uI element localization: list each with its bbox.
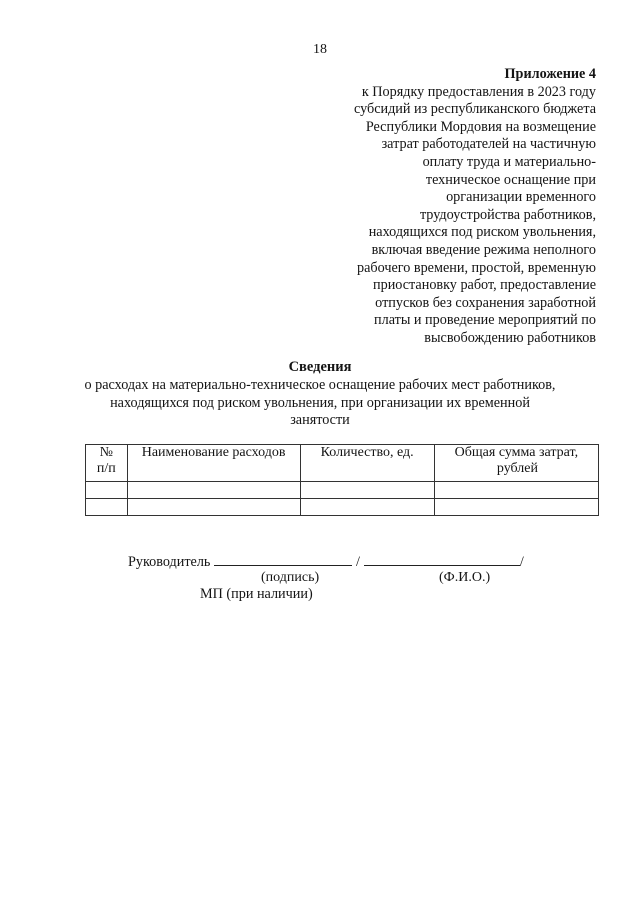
table-row (86, 499, 599, 516)
subtitle-line: занятости (290, 412, 350, 429)
appendix-line: платы и проведение мероприятий по (374, 312, 596, 329)
table-header-row (86, 445, 599, 482)
subtitle-line: находящихся под риском увольнения, при организации их временной (110, 394, 530, 411)
table-cell[interactable] (127, 499, 300, 516)
appendix-line: включая введение режима неполного (371, 241, 596, 258)
column-header-name (127, 445, 300, 482)
header-text: Общая сумма затрат, (454, 445, 579, 460)
appendix-line: организации временного (446, 189, 596, 206)
signature-separator: / (355, 554, 360, 570)
appendix-line: отпусков без сохранения заработной (375, 294, 596, 311)
page-number: 18 (313, 42, 327, 57)
document-subtitle (60, 377, 580, 430)
signature-separator: / (519, 554, 524, 570)
table-cell[interactable] (86, 482, 128, 499)
table-row (86, 482, 599, 499)
signature-line[interactable] (214, 552, 352, 566)
signature-label: Руководитель (128, 554, 211, 570)
column-header-quantity (300, 445, 434, 482)
signature-caption: (подпись) (261, 570, 320, 585)
table-cell[interactable] (434, 482, 598, 499)
full-name-caption: (Ф.И.О.) (439, 570, 491, 585)
appendix-line: к Порядку предоставления в 2023 году (361, 83, 596, 100)
full-name-line[interactable] (364, 552, 520, 566)
stamp-note: МП (при наличии) (200, 586, 313, 602)
appendix-line: оплату труда и материально- (422, 153, 596, 170)
subtitle-line: о расходах на материально-техническое оснащение рабочих мест работников, (84, 377, 556, 393)
appendix-line: техническое оснащение при (425, 171, 596, 188)
appendix-line: затрат работодателей на частичную (381, 136, 596, 153)
table-cell[interactable] (86, 499, 128, 516)
table-cell[interactable] (127, 482, 300, 499)
appendix-line: находящихся под риском увольнения, (368, 224, 596, 241)
header-text: п/п (96, 461, 116, 476)
appendix-line: приостановку работ, предоставление (373, 277, 596, 294)
header-text: № (99, 445, 113, 460)
appendix-line: субсидий из республиканского бюджета (353, 101, 596, 118)
appendix-line: Республики Мордовия на возмещение (365, 118, 596, 135)
header-text: рублей (496, 461, 538, 476)
appendix-block (296, 66, 596, 348)
header-text: Количество, ед. (320, 445, 414, 460)
table-cell[interactable] (300, 482, 434, 499)
column-header-number (86, 445, 128, 482)
document-heading: Сведения (288, 359, 352, 375)
appendix-line: рабочего времени, простой, временную (357, 259, 596, 276)
appendix-line: трудоустройства работников, (419, 206, 596, 223)
appendix-title: Приложение 4 (504, 66, 596, 82)
header-text: Наименование расходов (141, 445, 286, 460)
signature-row (128, 552, 524, 571)
table-cell[interactable] (300, 499, 434, 516)
appendix-line: высвобождению работников (424, 329, 596, 346)
table-cell[interactable] (434, 499, 598, 516)
column-header-total (434, 445, 598, 482)
costs-table (85, 444, 599, 516)
